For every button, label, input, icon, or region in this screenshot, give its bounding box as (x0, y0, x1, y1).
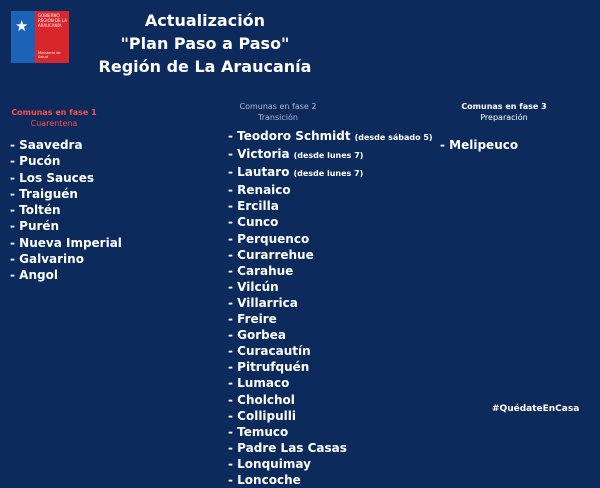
commune-item (228, 247, 433, 263)
commune-name: - Saavedra (10, 138, 83, 152)
commune-name: - Toltén (10, 203, 61, 218)
hashtag: #QuédateEnCasa (492, 404, 580, 414)
commune-item (228, 408, 433, 424)
commune-item (10, 218, 122, 234)
commune-name: - Curarrehue (228, 247, 314, 262)
commune-name: - Victoria (228, 147, 290, 162)
commune-name: - Angol (10, 268, 58, 283)
phase3-subtitle: Preparación (480, 113, 528, 122)
commune-name: - Freire (228, 312, 277, 327)
logo-bottom-text: Ministerio de Salud (38, 50, 61, 59)
commune-item (10, 153, 122, 169)
commune-name: - Pucón (10, 154, 61, 169)
title-line-2: "Plan Paso a Paso" (120, 34, 290, 53)
phase2-title: Comunas en fase 2 (239, 102, 317, 111)
commune-name: - Cholchol (228, 392, 295, 407)
commune-name: - Los Sauces (10, 170, 95, 185)
commune-item (10, 186, 122, 202)
title-line-1: Actualización (144, 11, 266, 30)
commune-name: - Galvarino (10, 252, 84, 267)
commune-name: - Carahue (228, 263, 294, 278)
commune-name: - Melipeuco (440, 138, 519, 152)
commune-item (10, 202, 122, 218)
commune-name: - Ercilla (228, 199, 279, 214)
commune-name: - Renaico (228, 183, 291, 198)
commune-date-note: (desde sábado 5) (354, 133, 433, 142)
government-logo (11, 11, 69, 63)
phase1-subtitle: Cuarentena (30, 119, 78, 128)
commune-name: - Teodoro Schmidt (228, 129, 351, 143)
commune-item (228, 375, 433, 391)
phase3-list (440, 137, 518, 153)
commune-name: - Pitrufquén (228, 360, 310, 375)
commune-item (10, 137, 122, 153)
commune-name: - Traiguén (10, 186, 78, 201)
title-line-3: Región de La Araucanía (98, 57, 312, 76)
commune-item (228, 214, 433, 230)
commune-name: - Curacautín (228, 344, 311, 359)
commune-item (228, 279, 433, 295)
commune-item (228, 164, 433, 182)
phase1-heading (8, 107, 100, 129)
commune-item (228, 424, 433, 440)
phase3-title: Comunas en fase 3 (461, 102, 547, 111)
commune-item (228, 128, 433, 146)
phase2-list (228, 128, 433, 488)
phase2-heading (232, 101, 324, 123)
commune-item (10, 235, 122, 251)
logo-top-text: GOBIERNO REGIÓN DE LA ARAUCANÍA (38, 13, 67, 28)
commune-date-note: (desde lunes 7) (293, 169, 364, 179)
phase2-subtitle: Transición (258, 113, 298, 122)
commune-name: - Gorbea (228, 328, 286, 343)
commune-name: - Perquenco (228, 231, 310, 246)
star-icon: ★ (15, 17, 29, 35)
commune-item (228, 456, 433, 472)
commune-item (228, 198, 433, 214)
commune-item (440, 137, 518, 153)
commune-name: - Lumaco (228, 376, 290, 391)
phase1-title: Comunas en fase 1 (11, 108, 97, 117)
commune-name: - Padre Las Casas (228, 440, 347, 455)
commune-name: - Cunco (228, 215, 279, 230)
commune-item (10, 170, 122, 186)
commune-name: - Vilcún (228, 279, 279, 294)
commune-item (228, 327, 433, 343)
commune-item (228, 392, 433, 408)
commune-item (10, 251, 122, 267)
commune-item (228, 343, 433, 359)
page-title (90, 9, 320, 78)
commune-item (10, 267, 122, 283)
commune-name: - Temuco (228, 424, 289, 439)
commune-name: - Nueva Imperial (10, 235, 122, 250)
commune-item (228, 295, 433, 311)
commune-name: - Lautaro (228, 165, 290, 180)
commune-name: - Collipulli (228, 408, 297, 423)
phase1-list (10, 137, 122, 284)
commune-item (228, 263, 433, 279)
commune-name: - Villarrica (228, 295, 298, 310)
commune-item (228, 231, 433, 247)
commune-item (228, 311, 433, 327)
commune-item (228, 440, 433, 456)
phase3-heading (458, 101, 550, 123)
commune-date-note: (desde lunes 7) (293, 151, 364, 161)
commune-item (228, 182, 433, 198)
commune-name: - Loncoche (228, 472, 301, 487)
commune-item (228, 359, 433, 375)
commune-name: - Purén (10, 219, 60, 234)
commune-item (228, 146, 433, 164)
commune-name: - Lonquimay (228, 456, 311, 471)
